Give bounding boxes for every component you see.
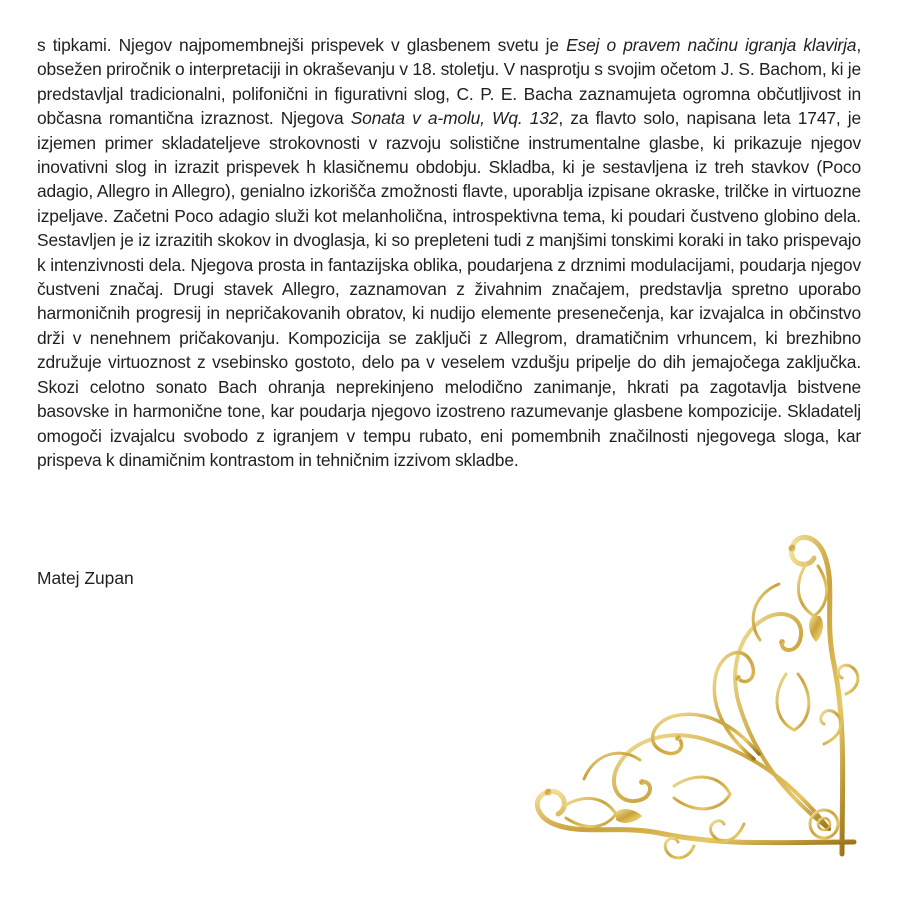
text-run: , obsežen priročnik o interpretaciji in okraševanju v 18. stoletju. V nasprotju s svojim očetom J. S. Bachom, ki je predstavljal tradicionalni, polifonični in figurativni slog, C. P. E. Bacha zaznamujeta ogromna občutljivost in občasna romantična izraznost. Njegova bbox=[37, 35, 861, 129]
body-paragraph bbox=[37, 33, 861, 472]
gold-baroque-corner-ornament-icon bbox=[524, 524, 864, 864]
text-run: , za flavto solo, napisana leta 1747, je izjemen primer skladateljeve strokovnosti v razvoju solistične instrumentalne glasbe, ki prikazuje njegov inovativni slog in izrazit prispevek h klasičnemu obdobju. Skladba, ki je sestavljena iz treh stavkov (Poco adagio, Allegro in Allegro), genialno izkorišča zmožnosti flavte, uporablja izpisane okraske, trilčke in virtuozne izpeljave. Začetni Poco adagio služi kot melanholična, introspektivna tema, ki poudari čustveno globino dela. Sestavljen je iz izrazitih skokov in dvoglasja, ki so prepleteni tudi z manjšimi tonskimi koraki in tako prispevajo k intenzivnosti dela. Njegova prosta in fantazijska oblika, poudarjena z drznimi modulacijami, poudarja njegov čustveni značaj. Drugi stavek Allegro, zaznamovan z živahnim značajem, predstavlja spretno uporabo harmoničnih progresij in nepričakovanih obratov, ki nudijo elemente presenečenja, kar izvajalca in občinstvo drži v nenehnem pričakovanju. Kompozicija se zaključi z Allegrom, dramatičnim vrhuncem, ki brezhibno združuje virtuoznost z vsebinsko gostoto, delo pa v veselem vzdušju pripelje do dih jemajočega zaključka. Skozi celotno sonato Bach ohranja neprekinjeno melodično zanimanje, hkrati pa zagotavlja bistvene basovske in harmonične tone, kar poudarja njegovo izostreno razumevanje glasbene kompozicije. Skladatelj omogoči izvajalcu svobodo z igranjem v tempu rubato, eni pomembnih značilnosti njegovega sloga, kar prispeva k dinamičnim kontrastom in tehničnim izzivom skladbe. bbox=[37, 108, 861, 470]
book-title: Esej o pravem načinu igranja klavirja bbox=[566, 35, 857, 55]
text-run: s tipkami. Njegov najpomembnejši prispevek v glasbenem svetu je bbox=[37, 35, 567, 55]
author-signature: Matej Zupan bbox=[37, 568, 134, 588]
work-title: Sonata v a-molu, Wq. 132 bbox=[350, 108, 559, 129]
